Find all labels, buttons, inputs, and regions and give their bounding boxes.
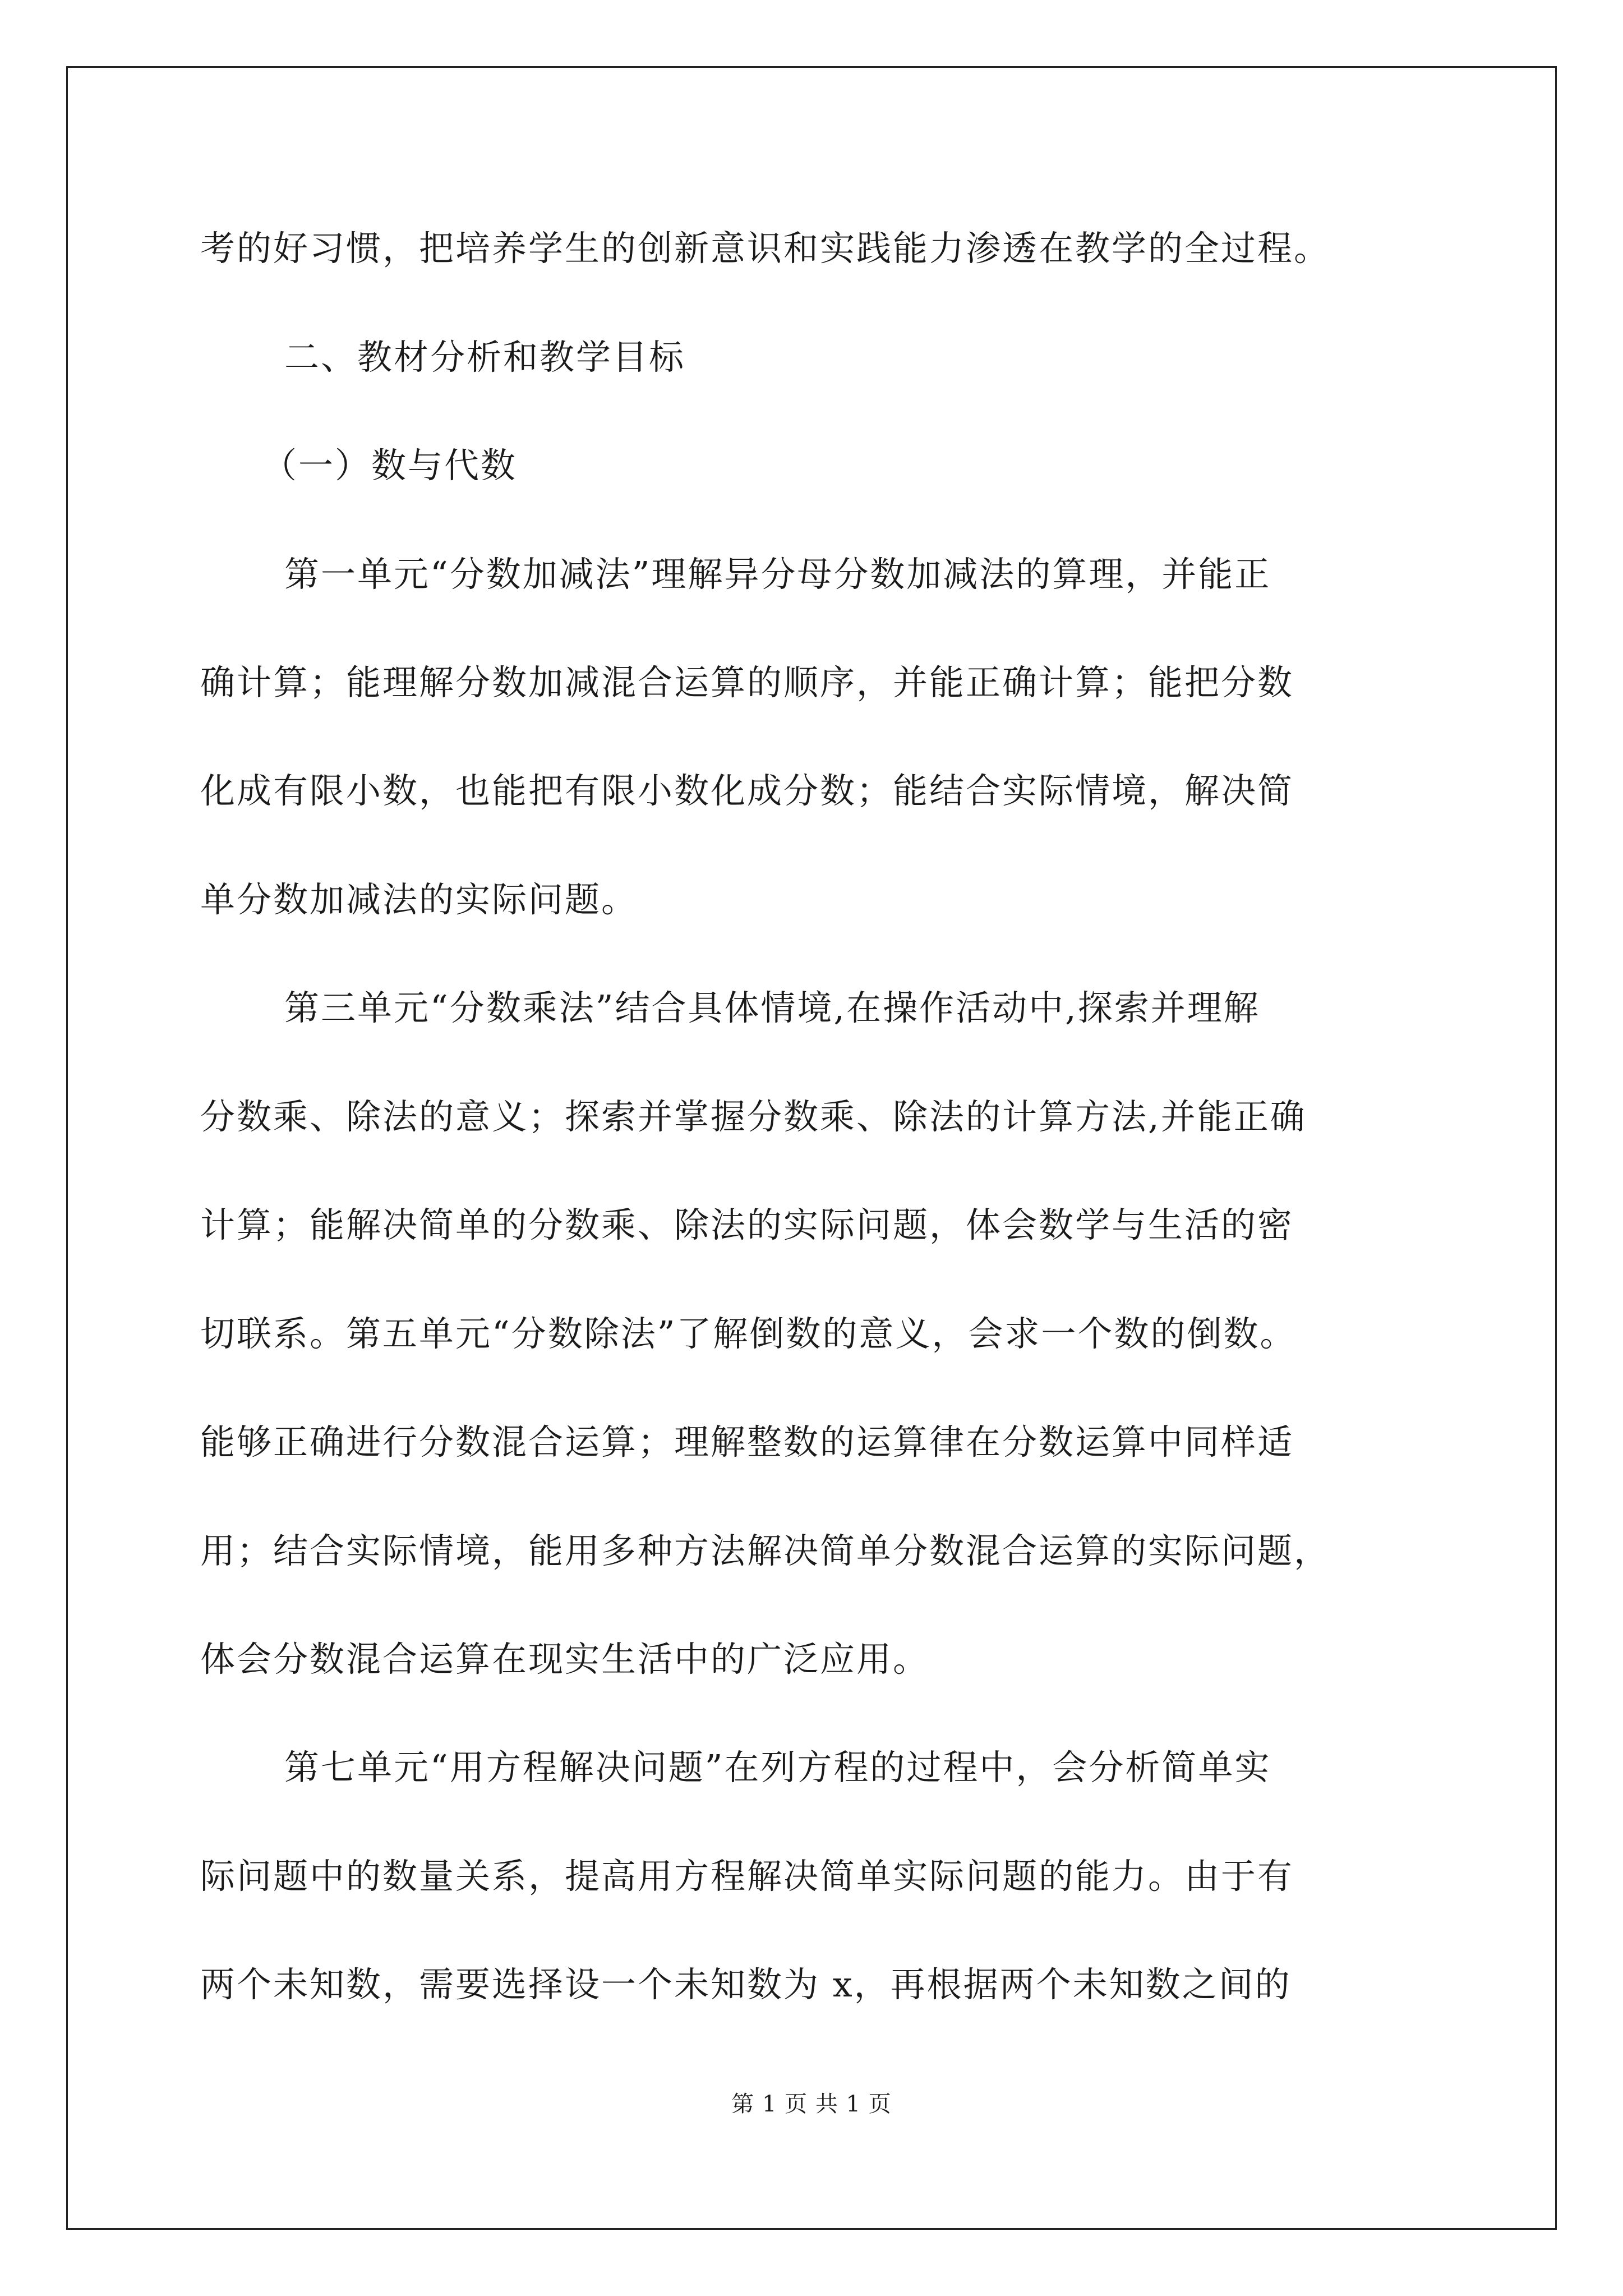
text-line: 化成有限小数，也能把有限小数化成分数；能结合实际情境，解决简 bbox=[200, 770, 1294, 811]
text-line: 用；结合实际情境，能用多种方法解决简单分数混合运算的实际问题， bbox=[200, 1530, 1331, 1571]
text-line: 际问题中的数量关系，提高用方程解决简单实际问题的能力。由于有 bbox=[200, 1856, 1294, 1897]
text-line: 能够正确进行分数混合运算；理解整数的运算律在分数运算中同样适 bbox=[200, 1421, 1294, 1462]
text-line: 切联系。第五单元“分数除法”了解倒数的意义，会求一个数的倒数。 bbox=[200, 1313, 1297, 1354]
text-line: 第七单元“用方程解决问题”在列方程的过程中，会分析简单实 bbox=[284, 1747, 1271, 1788]
text-line: 分数乘、除法的意义；探索并掌握分数乘、除法的计算方法,并能正确 bbox=[200, 1096, 1307, 1137]
text-line: 体会分数混合运算在现实生活中的广泛应用。 bbox=[200, 1639, 930, 1680]
section-heading: 二、教材分析和教学目标 bbox=[284, 337, 686, 378]
text-line: 单分数加减法的实际问题。 bbox=[200, 879, 638, 920]
page-border bbox=[66, 66, 1557, 2230]
text-line: 第三单元“分数乘法”结合具体情境,在操作活动中,探索并理解 bbox=[284, 987, 1260, 1028]
text-line: 两个未知数，需要选择设一个未知数为 x，再根据两个未知数之间的 bbox=[200, 1964, 1292, 2005]
subsection-heading: （一）数与代数 bbox=[262, 445, 518, 486]
text-line: 确计算；能理解分数加减混合运算的顺序，并能正确计算；能把分数 bbox=[200, 662, 1294, 703]
text-line: 第一单元“分数加减法”理解异分母分数加减法的算理，并能正 bbox=[284, 554, 1271, 595]
text-line: 计算；能解决简单的分数乘、除法的实际问题，体会数学与生活的密 bbox=[200, 1204, 1294, 1245]
text-line: 考的好习惯，把培养学生的创新意识和实践能力渗透在教学的全过程。 bbox=[200, 228, 1331, 269]
page-number: 第 1 页 共 1 页 bbox=[731, 2091, 892, 2117]
